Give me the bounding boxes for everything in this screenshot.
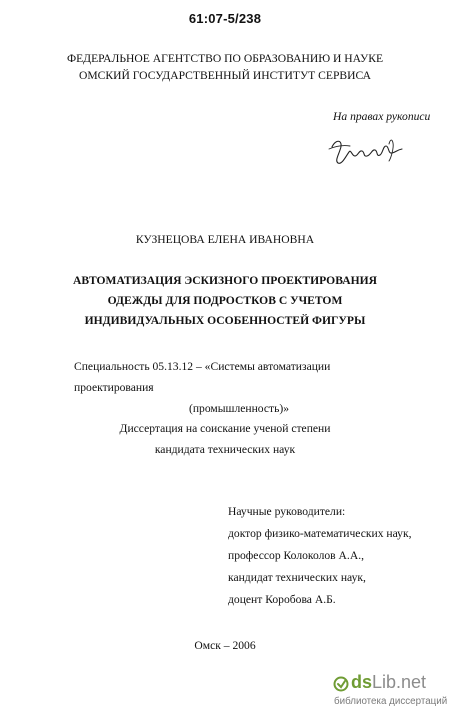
title-line-2: ОДЕЖДЫ ДЛЯ ПОДРОСТКОВ С УЧЕТОМ xyxy=(107,294,343,307)
handwritten-signature xyxy=(326,134,406,168)
watermark-subtitle: библиотека диссертаций xyxy=(334,696,448,707)
catalog-number: 61:07-5/238 xyxy=(188,11,262,26)
specialty-line-2: (промышленность)» xyxy=(188,402,290,415)
organization-line-1: ФЕДЕРАЛЬНОЕ АГЕНТСТВО ПО ОБРАЗОВАНИЮ И НАУКЕ xyxy=(66,52,384,65)
advisor-line: кандидат технических наук, xyxy=(228,571,366,584)
organization-block xyxy=(0,50,450,84)
degree-line-1: Диссертация на соискание ученой степени xyxy=(119,422,331,435)
watermark-site-name xyxy=(351,672,426,693)
specialty-line-1: Специальность 05.13.12 – «Системы автоматизации проектирования xyxy=(74,360,331,394)
watermark-site-suffix: Lib.net xyxy=(372,672,427,692)
advisor-line: доктор физико-математических наук, xyxy=(228,527,412,540)
advisor-line: доцент Коробова А.Б. xyxy=(228,593,336,606)
advisors-block xyxy=(228,501,412,611)
advisor-line: профессор Колоколов А.А., xyxy=(228,549,364,562)
title-line-1: АВТОМАТИЗАЦИЯ ЭСКИЗНОГО ПРОЕКТИРОВАНИЯ xyxy=(73,274,377,287)
author-name: КУЗНЕЦОВА ЕЛЕНА ИВАНОВНА xyxy=(135,233,315,246)
organization-line-2: ОМСКИЙ ГОСУДАРСТВЕННЫЙ ИНСТИТУТ СЕРВИСА xyxy=(78,69,372,82)
degree-line-2: кандидата технических наук xyxy=(154,443,296,456)
place-and-year: Омск – 2006 xyxy=(194,639,256,652)
dslib-logo-icon xyxy=(333,676,349,692)
dslib-watermark[interactable] xyxy=(333,672,450,712)
watermark-site-prefix: ds xyxy=(351,672,373,692)
rights-note: На правах рукописи xyxy=(333,110,431,123)
specialty-block xyxy=(74,356,404,419)
degree-block xyxy=(0,418,450,460)
dissertation-title xyxy=(0,271,450,331)
advisors-heading: Научные руководители: xyxy=(228,505,346,518)
title-line-3: ИНДИВИДУАЛЬНЫХ ОСОБЕННОСТЕЙ ФИГУРЫ xyxy=(84,314,366,327)
